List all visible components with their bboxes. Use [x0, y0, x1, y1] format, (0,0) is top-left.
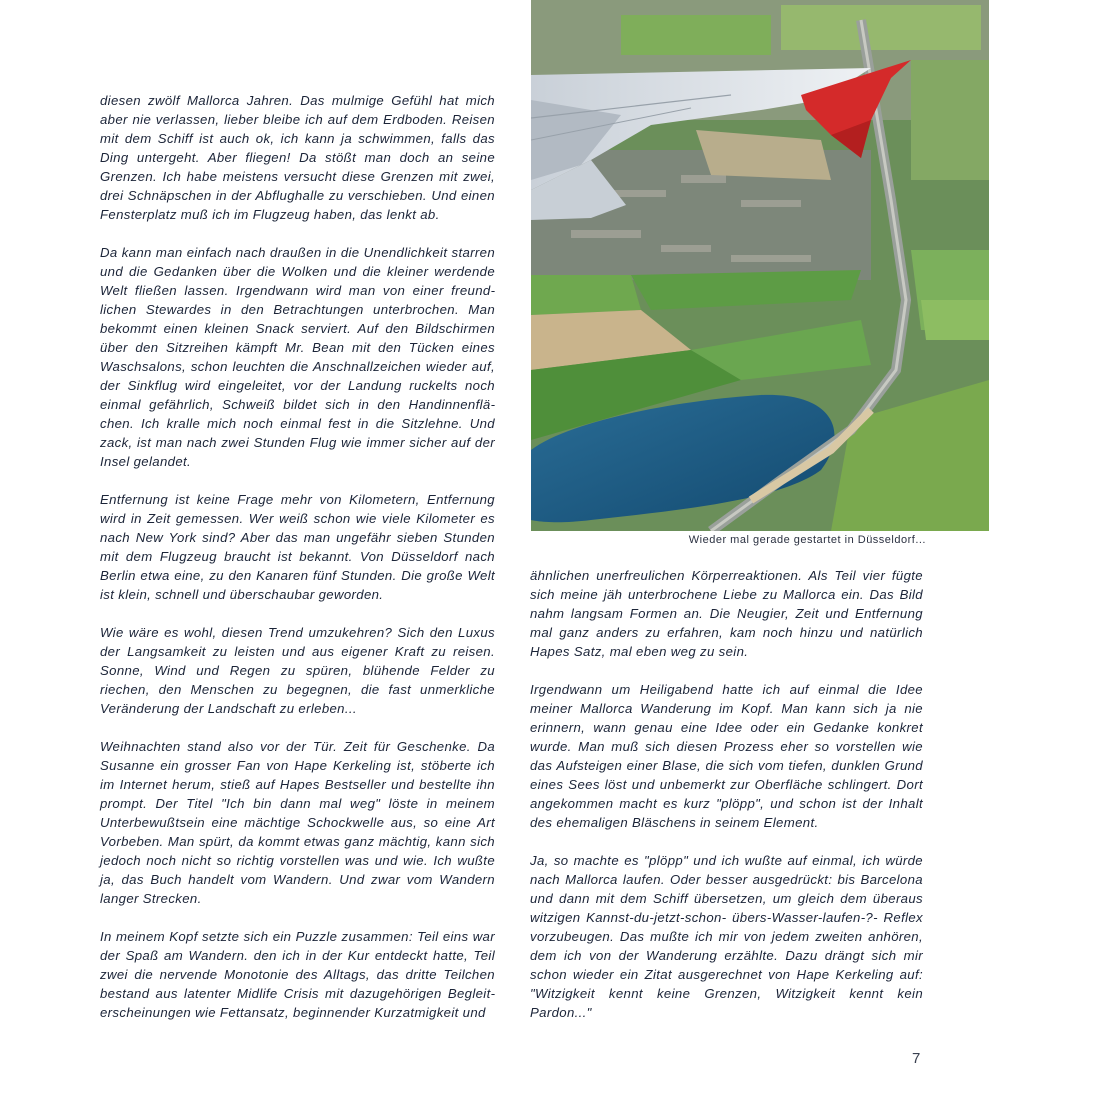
page-number: 7 — [912, 1050, 921, 1067]
paragraph: In meinem Kopf setzte sich ein Puzzle zusammen: Teil eins war der Spaß am Wandern. den ich in der Kur entdeckt hatte, Teil zwei die nervende Monotonie des Alltags, das dritte Teilchen bestand aus latenter Midlife Crisis mit dazugehörigen Begleiterscheinungen wie Fettansatz, beginnender Kurzatmigkeit und — [100, 929, 495, 1020]
text-column-left — [100, 91, 495, 1041]
text-column-right — [530, 566, 923, 1041]
paragraph: Entfernung ist keine Frage mehr von Kilometern, Entfernung wird in Zeit gemessen. Wer weiß schon wie viele Kilometer es nach New York sind? Aber das man ungefähr sieben Stunden mit dem Flugzeug braucht ist bekannt. Von Düsseldorf nach Berlin etwa eine, zu den Kanaren fünf Stunden. Die große Welt ist klein, schnell und überschaubar geworden. — [100, 492, 495, 602]
paragraph: Ja, so machte es "plöpp" und ich wußte auf einmal, ich würde nach Mallorca laufen. Oder besser ausgedrückt: bis Barcelona und dann mit dem Schiff übersetzen, um gleich dem überaus witzigen Kannst-du-jetzt-schon- übers-Wasser-laufen-?- Reflex vorzubeugen. Das mußte ich mir von jedem zweiten anhören, dem ich von der Wanderung erzählte. Dazu drängt sich mir schon wieder ein Zitat ausgerechnet von Hape Kerkeling auf: "Witzigkeit kennt keine Grenzen, Witzigkeit kennt kein Pardon..." — [530, 853, 923, 1020]
paragraph: Weihnachten stand also vor der Tür. Zeit für Geschenke. Da Susanne ein grosser Fan von Hape Kerkeling ist, stöberte ich im Internet herum, stieß auf Hapes Bestseller und bestellte ihn prompt. Der Titel "Ich bin dann mal weg" löste in meinem Unterbewußtsein eine mächtige Schockwelle aus, so eine Art Vorbeben. Man spürt, da kommt etwas ganz mächtig, kann sich jedoch noch nicht so richtig vorstellen was und wie. Ich wußte ja, das Buch handelt vom Wandern. Und zwar vom Wandern langer Strecken. — [100, 739, 495, 906]
photo-caption: Wieder mal gerade gestartet in Düsseldorf... — [688, 534, 926, 546]
aerial-photo — [531, 0, 989, 531]
paragraph: diesen zwölf Mallorca Jahren. Das mulmige Gefühl hat mich aber nie verlassen, lieber bleibe ich auf dem Erdboden. Reisen mit dem Schiff ist auch ok, ich kann ja schwimmen, falls das Ding untergeht. Aber fliegen! Da stößt man doch an seine Grenzen. Ich habe meistens versucht diese Grenzen mit zwei, drei Schnäpschen in der Abflughalle zu verschieben. Und einen Fensterplatz muß ich im Flugzeug haben, das lenkt ab. — [100, 93, 495, 222]
paragraph: Da kann man einfach nach draußen in die Unendlichkeit starren und die Gedanken über die Wolken und die kleiner werdende Welt fließen lassen. Irgendwann wird man von einer freundlichen Stewardes in den Betrachtungen unterbrochen. Man bekommt einen kleinen Snack serviert. Auf den Bildschirmen über den Sitzreihen kämpft Mr. Bean mit den Tücken eines Waschsalons, schon leuchten die Anschnallzeichen wieder auf, der Sinkflug wird eingeleitet, vor der Landung ruckelts noch einmal gefährlich, Schweiß bildet sich in den Handinnenflächen. Ich kralle mich noch einmal fest in die Sitzlehne. Und zack, ist man nach zwei Stunden Flug wie immer sicher auf der Insel gelandet. — [100, 245, 495, 469]
paragraph: ähnlichen unerfreulichen Körperreaktionen. Als Teil vier fügte sich meine jäh unterbrochene Liebe zu Mallorca ein. Das Bild nahm langsam Formen an. Die Neugier, Zeit und Entfernung mal ganz anders zu erfahren, kam noch hinzu und natürlich Hapes Satz, mal eben weg zu sein. — [530, 568, 923, 659]
paragraph: Irgendwann um Heiligabend hatte ich auf einmal die Idee meiner Mallorca Wanderung im Kopf. Man kann sich ja nie erinnern, wann genau eine Idee oder ein Gedanke konkret wurde. Man muß sich diesen Prozess eher so vorstellen wie das Aufsteigen einer Blase, die sich vom tiefen, dunklen Grund eines Sees löst und unbemerkt zur Oberfläche schlingert. Dort angekommen macht es kurz "plöpp", und schon ist der Inhalt des ehemaligen Bläschens in seinem Element. — [530, 682, 923, 830]
paragraph: Wie wäre es wohl, diesen Trend umzukehren? Sich den Luxus der Langsamkeit zu leisten und aus eigener Kraft zu reisen. Sonne, Wind und Regen zu spüren, blühende Felder zu riechen, den Menschen zu begegnen, die fast unmerkliche Veränderung der Landschaft zu erleben... — [100, 625, 495, 716]
